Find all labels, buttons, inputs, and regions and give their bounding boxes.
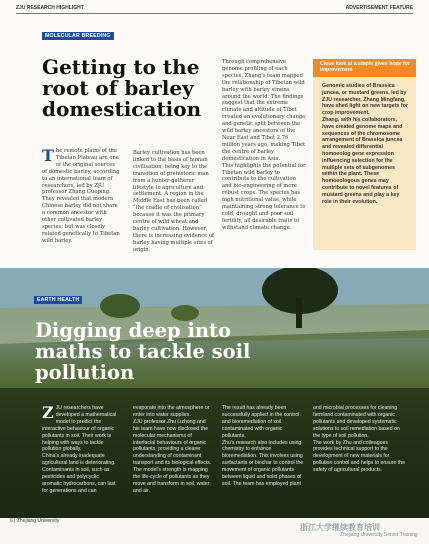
sidebar-box-header [313,59,416,77]
article2-dropcap: Z [42,403,54,422]
running-header [16,3,413,13]
sidebar-box-text: Genomic studies of Brassica juncea, or mustard greens, led by ZJU researcher, Zhang Mingfang, have shed light on new targets for crop improvement. Zhang, with his collaborators, have created genome maps and sequences of the chromosome arrangement of Brassica juncea and revealed differential homoeolog gene expression influencing selection for the multiple sets of subgenomes within the plant. These homoeologous genes may contribute to novel features of mustard greens and play a key role in their evolution. [322,83,408,205]
article2-col4: and microbial processes for cleaning farmland contaminated with organic pollutants and developed systematic solutions to soil remediation based on the type of soil pollution. The work by Zhu and colleagues provides technical support to the development of new materials for pollution control and helps to ensure the safety of agricultural products. [313,405,405,474]
article2-col3: The result has already been successfully applied in the control and bioremediation of soil contaminated with organic pollutants. Zhu's research also includes using chemistry to enhance bioremediation. This involves using surfactants or biochar to control the movement of organic pollutants between liquid and solid phases of soil. The team has employed plant [222,405,304,487]
article1-tag: MOLECULAR BREEDING [42,32,114,40]
article2-col1-text: JU researchers have developed a mathematical model to predict the interactive behaviour of organic pollutants in soil. Their work is helping with ways to tackle pollution globally. China's already inadequate agricultural land is deteriorating. Contaminants in soil, such as pesticides and polycyclic aromatic hydrocarbons, can last for generations and can [42,405,117,494]
page-folio: 6 | Zhejiang University [10,518,60,524]
watermark-subtitle: Zhejiang University Senior Training [340,532,418,538]
feature-label: ADVERTISEMENT FEATURE [345,5,413,11]
article1-col1 [42,148,121,245]
sidebar-box-header-text: Close look at a staple gives hope for improvement [320,61,410,74]
article2-tag: EARTH HEALTH [34,296,82,304]
article1-col2: Barley cultivation has been linked to the basis of human civilisation, being key to the transition of prehistoric man from a hunter-gatherer lifestyle to agriculture and settlement. A region in the Middle East has been called “the cradle of civilisation” because it was the primary centre of wild wheat and barley cultivation. However, there is increasing evidence of barley having multiple sites of origin. [133,150,214,253]
article2-title: Digging deep into maths to tackle soil pollution [35,319,251,384]
header-rule [16,13,413,14]
section-label: ZJU RESEARCH HIGHLIGHT [16,5,84,11]
article2-col2: evaporate into the atmosphere or enter into water supplies. ZJU professor Zhu Lizhong and his team have now disclosed the molecular mechanisms of interfacial behaviours of organic pollutants, providing a clearer understanding of contaminant transport and its biological effects. The model's strength is mapping the life-cycle of pollutants as they move and transform in soil, water and air. [133,405,212,494]
sidebar-box [313,59,416,250]
watermark: 浙江大学继续教育培训 [300,523,380,532]
article2-col1 [42,405,120,495]
article1-col1-text: he remote plains of the Tibetan Plateau are one of the original sources of domestic barley, according to an international team of researchers, led by ZJU professor Zhang Guoping. They revealed that modern Chinese barley did not share a common ancestor with other cultivated barley species; but was closely related genetically to Tibetan wild barley. [42,148,120,244]
article1-title: Getting to the root of barley domestication [42,55,202,121]
article1-col3: Through comprehensive genome profiling of each species, Zhang's team mapped the relationship of Tibetan wild barley with barley strains around the world. The findings suggest that the extreme climate and altitude of Tibet created an evolutionary change and genetic split between the wild barley ancestors of the Near East and Tibet 2.76 million years ago, making Tibet the centre of barley domestication in Asia. This highlights the potential for Tibetan wild barley to contribute to the cultivation and bio-engineering of more robust crops. The species has high nutritional value, while maintaining strong tolerance to cold, drought and poor soil fertility, all desirable traits to withstand climate change. [222,59,306,231]
article1-dropcap: T [42,146,54,165]
